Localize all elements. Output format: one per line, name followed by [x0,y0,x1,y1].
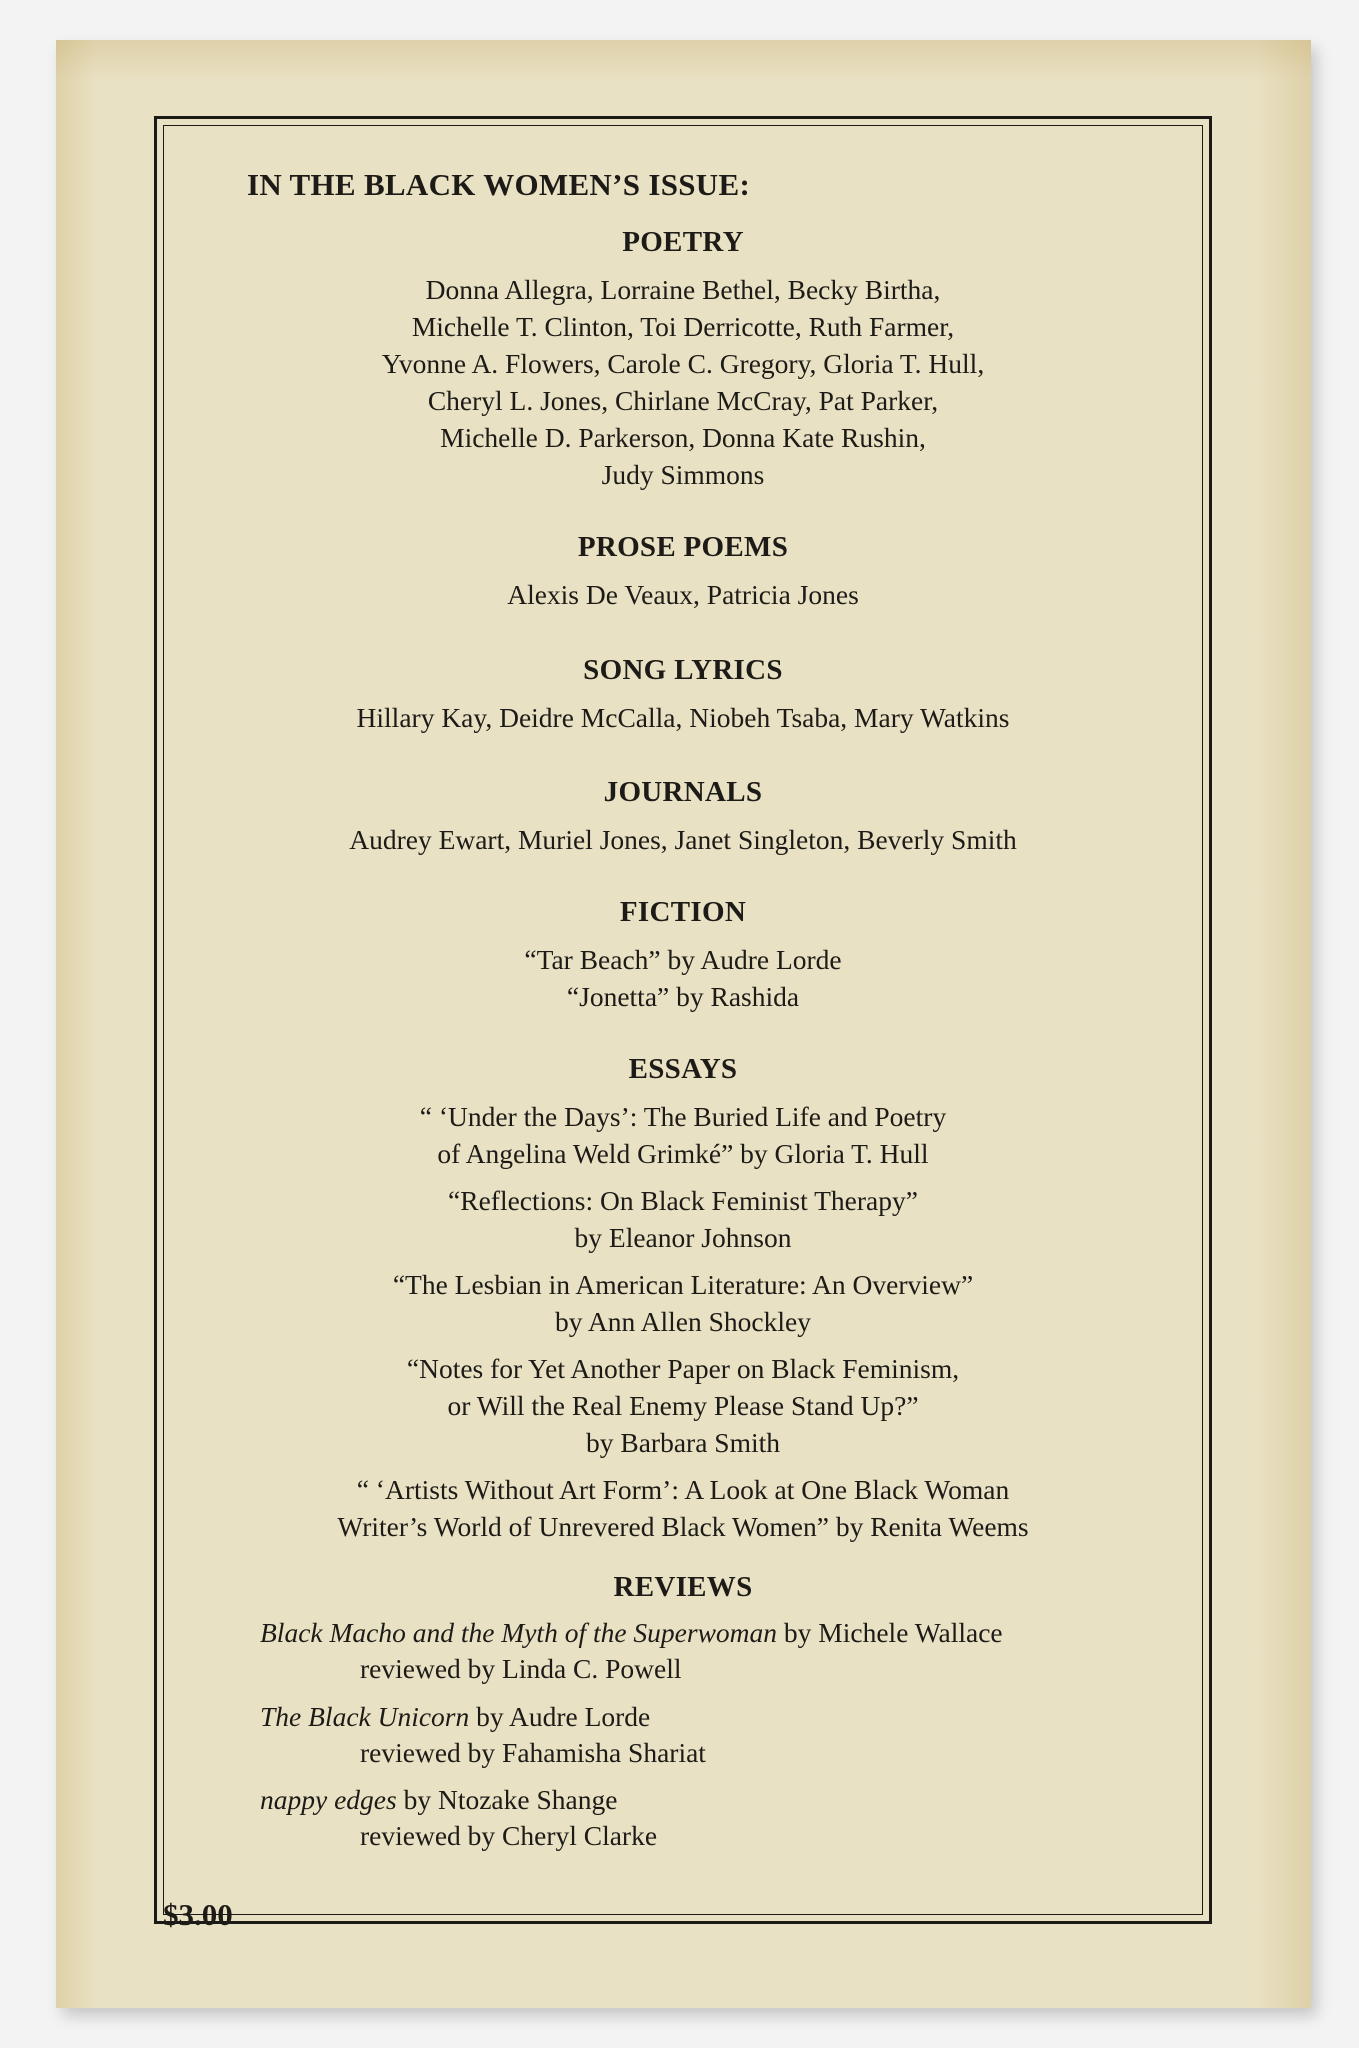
contributor-line: Donna Allegra, Lorraine Bethel, Becky Birtha, [425,274,941,305]
review-book-author: by Michele Wallace [777,1617,1003,1648]
review-book-title: nappy edges [260,1784,397,1815]
section-heading: JOURNALS [603,776,763,808]
section-poetry [157,226,1209,493]
book-back-cover [56,40,1311,2008]
section-fiction [157,896,1209,1015]
contributor-line: Audrey Ewart, Muriel Jones, Janet Singleton, Beverly Smith [349,824,1017,855]
reviewer-line: reviewed by Fahamisha Shariat [360,1737,706,1768]
contributor-line: Michelle D. Parkerson, Donna Kate Rushin, [440,422,926,453]
contributor-line: Yvonne A. Flowers, Carole C. Gregory, Gloria T. Hull, [381,348,985,379]
essay-line: of Angelina Weld Grimké” by Gloria T. Hull [437,1138,929,1169]
price-label: $3.00 [163,1897,233,1932]
section-song-lyrics [157,654,1209,736]
contributor-line: Cheryl L. Jones, Chirlane McCray, Pat Parker, [427,385,939,416]
review-book-author: by Audre Lorde [469,1701,651,1732]
section-journals [157,776,1209,858]
review-book-author: by Ntozake Shange [396,1784,618,1815]
review-line [260,1699,706,1735]
issue-title: IN THE BLACK WOMEN’S ISSUE: [247,167,751,202]
fiction-entry: “Jonetta” by Rashida [566,981,800,1012]
essay-entry [157,1266,1209,1340]
contents-list [157,119,1209,1921]
section-essays [157,1053,1209,1555]
contributor-line: Michelle T. Clinton, Toi Derricotte, Ruth Farmer, [411,311,955,342]
reviewer-line: reviewed by Linda C. Powell [360,1653,682,1684]
review-book-title: Black Macho and the Myth of the Superwoman [260,1617,778,1648]
review-line [260,1782,657,1818]
section-prose-poems [157,531,1209,613]
essay-line: “ ‘Under the Days’: The Buried Life and Poetry [419,1101,947,1132]
contributor-line: Judy Simmons [601,459,765,490]
essay-line: by Eleanor Johnson [574,1222,792,1253]
section-heading: FICTION [619,896,747,928]
essay-entry [157,1098,1209,1172]
review-entry [260,1699,706,1771]
review-book-title: The Black Unicorn [260,1701,470,1732]
reviewer-line: reviewed by Cheryl Clarke [360,1820,658,1851]
double-border-frame [154,116,1212,1924]
essay-entry [157,1471,1209,1545]
essay-line: by Ann Allen Shockley [555,1306,811,1337]
essay-line: “Reflections: On Black Feminist Therapy” [448,1185,918,1216]
essay-line: “Notes for Yet Another Paper on Black Feminism, [406,1353,960,1384]
section-heading: SONG LYRICS [583,654,783,686]
section-heading: POETRY [622,226,744,258]
fiction-entry: “Tar Beach” by Audre Lorde [524,944,842,975]
section-heading: ESSAYS [628,1053,738,1085]
section-heading: REVIEWS [613,1571,753,1603]
essay-entry [157,1350,1209,1461]
essay-line: “ ‘Artists Without Art Form’: A Look at One Black Woman [356,1474,1010,1505]
review-entry [260,1782,657,1854]
essay-line: “The Lesbian in American Literature: An Overview” [392,1269,974,1300]
review-line [260,1615,1003,1651]
essay-entry [157,1182,1209,1256]
essay-line: by Barbara Smith [586,1427,780,1458]
essay-line: Writer’s World of Unrevered Black Women” by Renita Weems [337,1511,1029,1542]
section-heading: PROSE POEMS [577,531,789,563]
contributor-line: Alexis De Veaux, Patricia Jones [507,579,859,610]
contributor-line: Hillary Kay, Deidre McCalla, Niobeh Tsaba, Mary Watkins [356,702,1010,733]
section-reviews [157,1571,1209,1616]
essay-line: or Will the Real Enemy Please Stand Up?” [447,1390,919,1421]
review-entry [260,1615,1003,1687]
